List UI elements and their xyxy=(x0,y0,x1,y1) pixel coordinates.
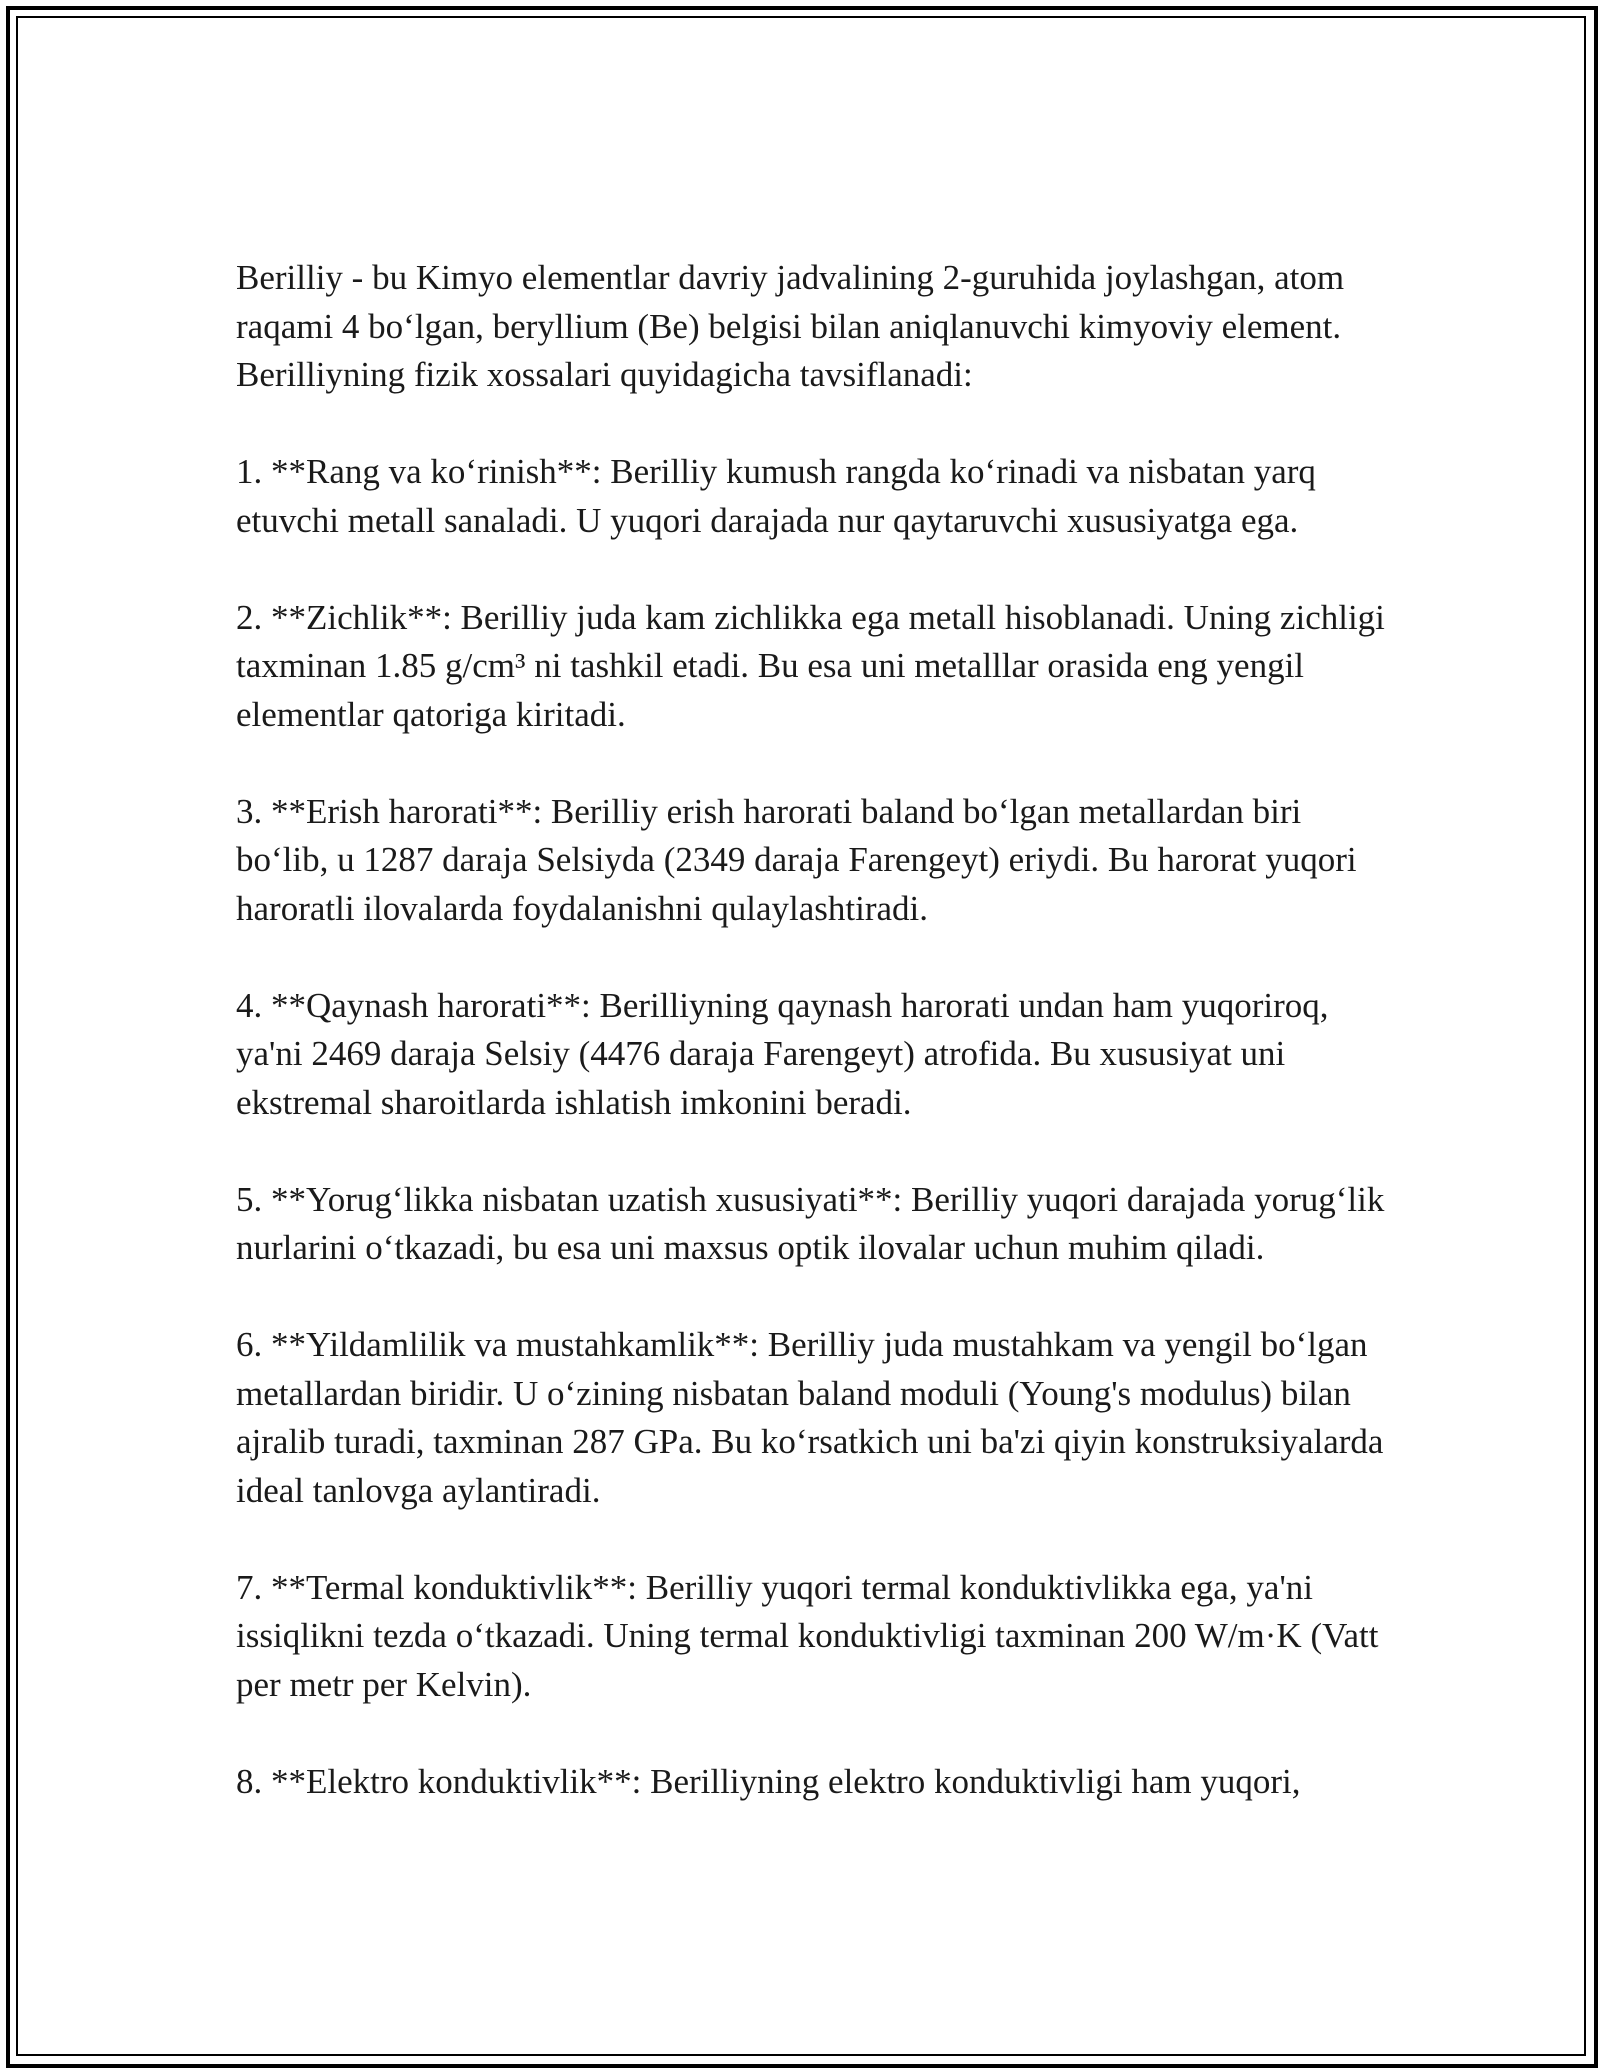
property-light-transmission-paragraph: 5. **Yorug‘likka nisbatan uzatish xususiyati**: Berilliy yuqori darajada yorug‘lik nurlarini o‘tkazadi, bu esa uni maxsus optik ilovalar uchun muhim qiladi. xyxy=(236,1179,1385,1267)
property-strength-paragraph: 6. **Yildamlilik va mustahkamlik**: Berilliy juda mustahkam va yengil bo‘lgan metallardan biridir. U o‘zining nisbatan baland moduli (Young's modulus) bilan ajralib turadi, taxminan 287 GPa. Bu ko‘rsatkich uni ba'zi qiyin konstruksiyalarda ideal tanlovga aylantiradi. xyxy=(236,1325,1384,1510)
intro-paragraph: Berilliy - bu Kimyo elementlar davriy jadvalining 2-guruhida joylashgan, atom raqami 4 bo‘lgan, beryllium (Be) belgisi bilan aniqlanuvchi kimyoviy element. Berilliyning fizik xossalari quyidagicha tavsiflanadi: xyxy=(236,258,1345,394)
property-melting-point-paragraph: 3. **Erish harorati**: Berilliy erish harorati baland bo‘lgan metallardan biri bo‘lib, u 1287 daraja Selsiyda (2349 daraja Farengeyt) eriydi. Bu harorat yuqori haroratli ilovalarda foydalanishni qulaylashtiradi. xyxy=(236,791,1357,928)
document-body xyxy=(236,254,1386,1806)
property-color-paragraph: 1. **Rang va ko‘rinish**: Berilliy kumush rangda ko‘rinadi va nisbatan yarq etuvchi metall sanaladi. U yuqori darajada nur qaytaruvchi xususiyatga ega. xyxy=(236,452,1316,540)
property-thermal-conductivity-paragraph: 7. **Termal konduktivlik**: Berilliy yuqori termal konduktivlikka ega, ya'ni issiqlikni tezda o‘tkazadi. Uning termal konduktivligi taxminan 200 W/m·K (Vatt per metr per Kelvin). xyxy=(236,1567,1379,1704)
property-boiling-point-paragraph: 4. **Qaynash harorati**: Berilliyning qaynash harorati undan ham yuqoriroq, ya'ni 2469 daraja Selsiy (4476 daraja Farengeyt) atrofida. Bu xususiyat uni ekstremal sharoitlarda ishlatish imkonini beradi. xyxy=(236,985,1329,1122)
property-density-paragraph: 2. **Zichlik**: Berilliy juda kam zichlikka ega metall hisoblanadi. Uning zichligi taxminan 1.85 g/cm³ ni tashkil etadi. Bu esa uni metalllar orasida eng yengil elementlar qatoriga kiritadi. xyxy=(236,597,1385,734)
property-electrical-conductivity-paragraph: 8. **Elektro konduktivlik**: Berilliyning elektro konduktivligi ham yuqori, xyxy=(236,1761,1301,1801)
